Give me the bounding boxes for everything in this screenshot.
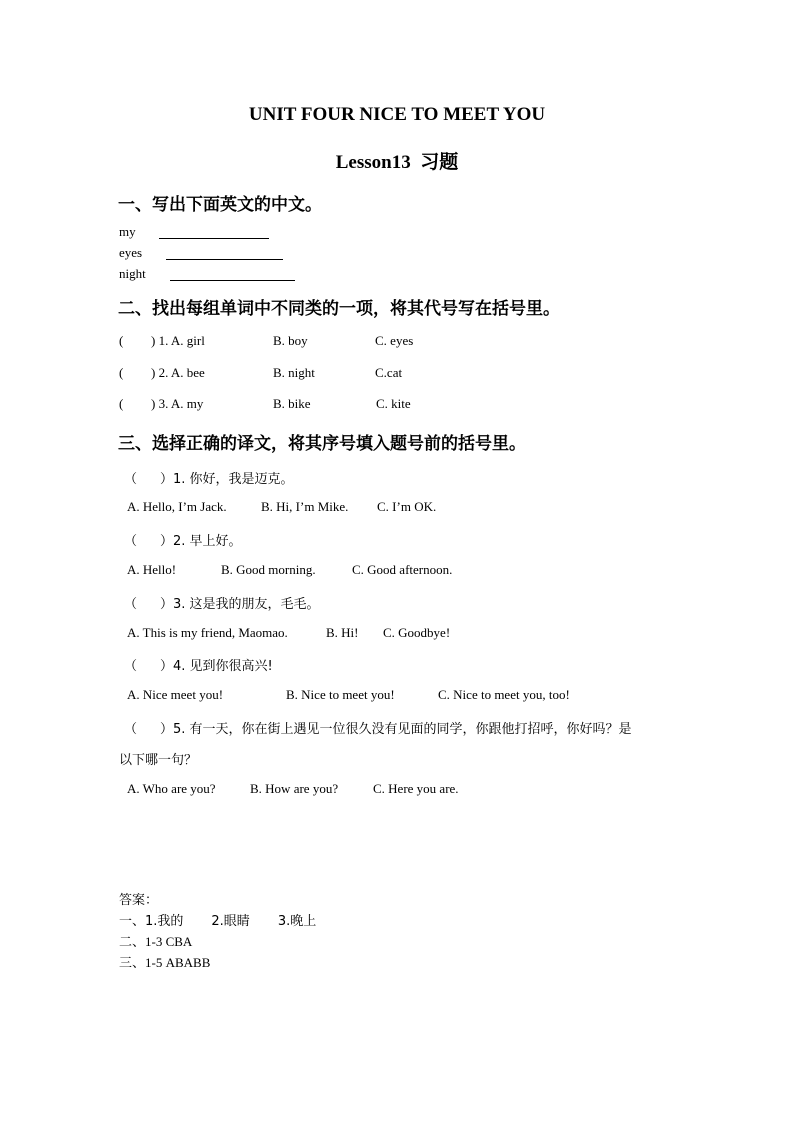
answer-paren[interactable]: （ [124, 659, 138, 674]
option-c: C. Goodbye! [383, 625, 451, 640]
option-a: A. Nice meet you! [127, 687, 224, 702]
section1-heading: 一、写出下面英文的中文。 [118, 195, 322, 215]
question-text: ）4. 见到你很高兴! [160, 659, 273, 674]
vocab-word: eyes [119, 245, 143, 260]
answer-blank[interactable] [166, 247, 283, 260]
section3-heading: 三、选择正确的译文，将其序号填入题号前的括号里。 [118, 434, 526, 454]
lesson-subtitle-cn: 习题 [420, 151, 459, 173]
option-c: C. Good afternoon. [352, 562, 453, 577]
answer-line-1 [119, 910, 316, 929]
option-b: B. Good morning. [221, 562, 316, 577]
option-b: B. How are you? [250, 781, 339, 796]
question-option-a: ) 1. A. girl [151, 333, 205, 348]
question-option-c: C.cat [375, 365, 403, 380]
answer-paren[interactable]: （ [124, 472, 138, 487]
question-option-a: ) 2. A. bee [151, 365, 205, 380]
question-option-a: ) 3. A. my [151, 396, 204, 411]
question-option-b: B. bike [273, 396, 311, 411]
option-c: C. Here you are. [373, 781, 459, 796]
answer-1-2: 2.眼睛 [211, 914, 250, 929]
option-a: A. This is my friend, Maomao. [127, 625, 288, 640]
question-text: ）2. 早上好。 [160, 534, 242, 549]
question-option-b: B. boy [273, 333, 308, 348]
question-option-c: C. eyes [375, 333, 414, 348]
vocab-word: night [119, 266, 146, 281]
question-option-c: C. kite [376, 396, 411, 411]
answer-1-3: 3.晚上 [277, 914, 317, 929]
option-b: B. Nice to meet you! [286, 687, 395, 702]
answer-paren[interactable]: （ [124, 534, 138, 549]
lesson-subtitle [0, 147, 794, 174]
vocab-word: my [119, 224, 136, 239]
question-text: ）1. 你好，我是迈克。 [160, 472, 294, 487]
answers-heading: 答案： [119, 893, 159, 908]
answer-line-2: 二、1-3 CBA [119, 934, 193, 949]
answer-blank[interactable] [159, 226, 269, 239]
option-c: C. Nice to meet you, too! [438, 687, 570, 702]
answer-paren[interactable]: （ [124, 722, 138, 737]
answer-line-3: 三、1-5 ABABB [119, 955, 211, 970]
option-a: A. Hello! [127, 562, 177, 577]
answer-paren[interactable]: ( [119, 365, 124, 380]
answer-blank[interactable] [170, 268, 295, 281]
option-b: B. Hi! [326, 625, 359, 640]
question-text: ）5. 有一天，你在街上遇见一位很久没有见面的同学，你跟他打招呼，你好吗？是 [160, 722, 632, 737]
option-b: B. Hi, I’m Mike. [261, 499, 349, 514]
question-text-cont: 以下哪一句？ [119, 753, 198, 768]
option-c: C. I’m OK. [377, 499, 437, 514]
lesson-number: Lesson13 [335, 152, 411, 173]
answer-paren[interactable]: ( [119, 333, 124, 348]
answer-paren[interactable]: ( [119, 396, 124, 411]
page-title: UNIT FOUR NICE TO MEET YOU [248, 104, 546, 125]
answer-1-1: 一、1.我的 [119, 914, 184, 929]
answer-paren[interactable]: （ [124, 597, 138, 612]
question-option-b: B. night [273, 365, 315, 380]
option-a: A. Hello, I’m Jack. [127, 499, 227, 514]
option-a: A. Who are you? [127, 781, 216, 796]
section2-heading: 二、找出每组单词中不同类的一项，将其代号写在括号里。 [118, 299, 560, 319]
question-text: ）3. 这是我的朋友，毛毛。 [160, 597, 320, 612]
